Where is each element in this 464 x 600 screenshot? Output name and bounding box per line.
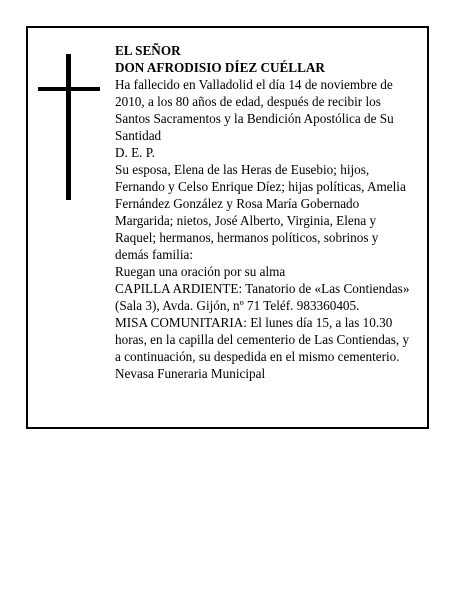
funeral-home: Nevasa Funeraria Municipal <box>115 366 266 381</box>
rip-abbreviation: D. E. P. <box>115 145 155 160</box>
mass-info: MISA COMUNITARIA: El lunes día 15, a las 10.30 horas, en la capilla del cementerio de Las Contiendas, y a continuación, su despedida en el mismo cementerio. <box>115 315 410 364</box>
cross-horizontal-bar <box>38 87 100 91</box>
obituary-text <box>115 42 415 382</box>
deceased-name: DON AFRODISIO DÍEZ CUÉLLAR <box>115 60 325 75</box>
obituary-notice <box>26 26 429 429</box>
death-announcement: Ha fallecido en Valladolid el día 14 de noviembre de 2010, a los 80 años de edad, después de recibir los Santos Sacramentos y la Bendición Apostólica de Su Santidad <box>115 77 394 143</box>
wake-info: CAPILLA ARDIENTE: Tanatorio de «Las Contiendas» (Sala 3), Avda. Gijón, nº 71 Teléf. 983360405. <box>115 281 410 313</box>
family-list: Su esposa, Elena de las Heras de Eusebio; hijos, Fernando y Celso Enrique Díez; hijas políticas, Amelia Fernández González y Rosa María Gobernado Margarida; nietos, José Alberto, Virginia, Elena y Raquel; hermanos, hermanos políticos, sobrinos y demás familia: <box>115 162 406 262</box>
honorific: EL SEÑOR <box>115 43 181 58</box>
prayer-request: Ruegan una oración por su alma <box>115 264 286 279</box>
cross-icon <box>38 54 100 200</box>
cross-vertical-bar <box>66 54 71 200</box>
